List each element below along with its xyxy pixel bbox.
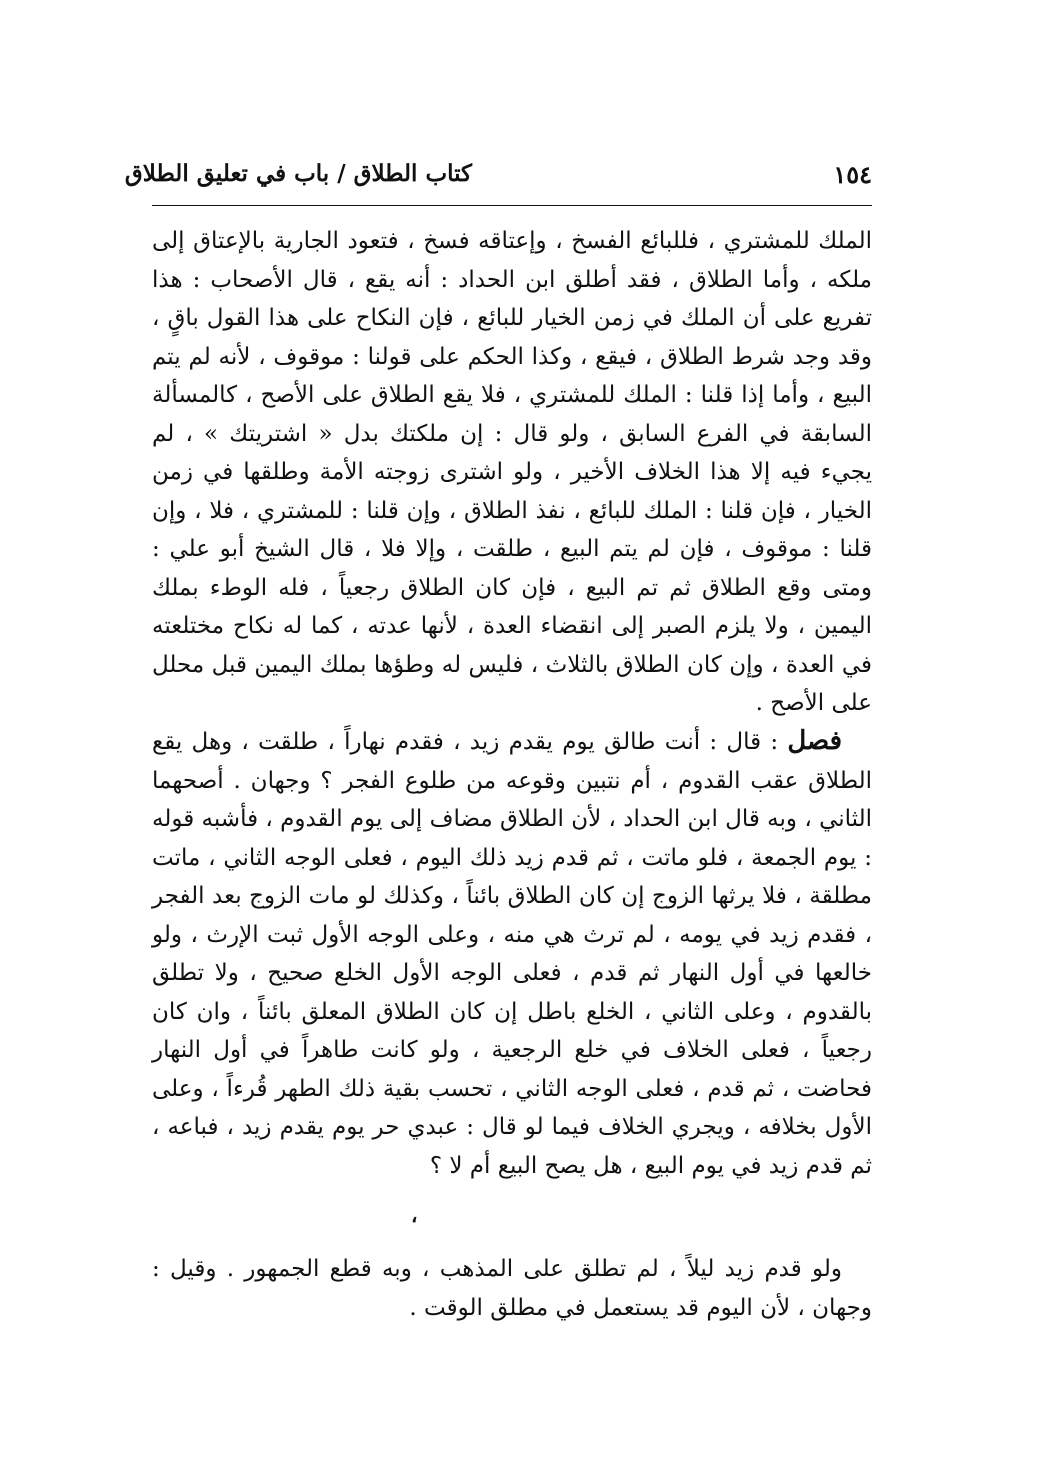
paragraph-2-body: : قال : أنت طالق يوم يقدم زيد ، فقدم نهاراً ، طلقت ، وهل يقع الطلاق عقب القدوم ، أم نتبين وقوعه من طلوع الفجر ؟ وجهان . أصحهما الثاني ، وبه قال ابن الحداد ، لأن الطلاق مضاف إلى يوم القدوم ، فأشبه قوله : يوم الجمعة ، فلو ماتت ، ثم قدم زيد ذلك اليوم ، فعلى الوجه الثاني ، ماتت مطلقة ، فلا يرثها الزوج إن كان الطلاق بائناً ، وكذلك لو مات الزوج بعد الفجر ، فقدم زيد في يومه ، لم ترث هي منه ، وعلى الوجه الأول ثبت الإرث ، ولو خالعها في أول النهار ثم قدم ، فعلى الوجه الأول الخلع صحيح ، ولا تطلق بالقدوم ، وعلى الثاني ، الخلع باطل إن كان الطلاق المعلق بائناً ، وان كان رجعياً ، فعلى الخلاف في خلع الرجعية ، ولو كانت طاهراً في أول النهار فحاضت ، ثم قدم ، فعلى الوجه الثاني ، تحسب بقية ذلك الطهر قُرءاً ، وعلى الأول بخلافه ، ويجري الخلاف فيما لو قال : عبدي حر يوم يقدم زيد ، فباعه ، ثم قدم زيد في يوم البيع ، هل يصح البيع أم لا ؟ — [152, 729, 872, 1179]
paragraph-1: الملك للمشتري ، فللبائع الفسخ ، وإعتاقه فسخ ، فتعود الجارية بالإعتاق إلى ملكه ، وأما الطلاق ، فقد أطلق ابن الحداد : أنه يقع ، قال الأصحاب : هذا تفريع على أن الملك في زمن الخيار للبائع ، فإن النكاح على هذا القول باقٍ ، وقد وجد شرط الطلاق ، فيقع ، وكذا الحكم على قولنا : موقوف ، لأنه لم يتم البيع ، وأما إذا قلنا : الملك للمشتري ، فلا يقع الطلاق على الأصح ، كالمسألة السابقة في الفرع السابق ، ولو قال : إن ملكتك بدل « اشتريتك » ، لم يجيء فيه إلا هذا الخلاف الأخير ، ولو اشترى زوجته الأمة وطلقها في زمن الخيار ، فإن قلنا : الملك للبائع ، نفذ الطلاق ، وإن قلنا : للمشتري ، فلا ، وإن قلنا : موقوف ، فإن لم يتم البيع ، طلقت ، وإلا فلا ، قال الشيخ أبو علي : ومتى وقع الطلاق ثم تم البيع ، فإن كان الطلاق رجعياً ، فله الوطء بملك اليمين ، ولا يلزم الصبر إلى انقضاء العدة ، لأنها عدته ، كما له نكاح مختلعته في العدة ، وإن كان الطلاق بالثلاث ، فليس له وطؤها بملك اليمين قبل محلل على الأصح . — [152, 228, 872, 716]
header-divider — [152, 205, 872, 206]
paragraph-3 — [152, 1250, 872, 1327]
stray-comma-mark: ، — [411, 1203, 418, 1227]
section-heading-fasl: فصل — [787, 726, 842, 756]
page-number: ١٥٤ — [833, 160, 872, 189]
paragraph-2 — [152, 722, 872, 1185]
page-header — [124, 160, 872, 200]
running-title: كتاب الطلاق / باب في تعليق الطلاق — [124, 160, 472, 187]
paragraph-3-body: ولو قدم زيد ليلاً ، لم تطلق على المذهب ، وبه قطع الجمهور . وقيل : وجهان ، لأن اليوم قد يستعمل في مطلق الوقت . — [152, 1256, 872, 1321]
